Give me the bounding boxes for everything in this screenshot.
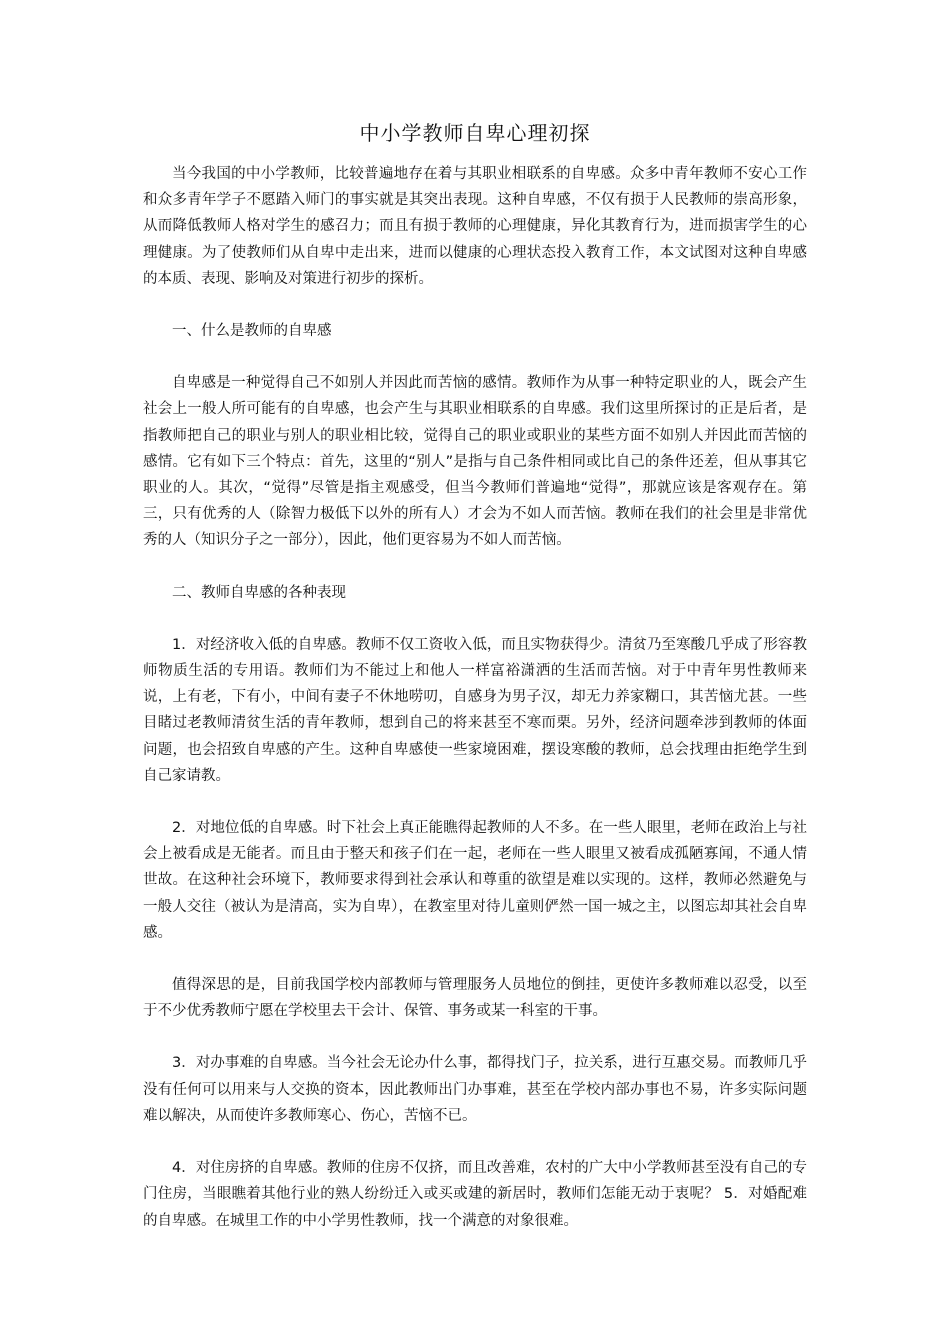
document-body <box>143 118 807 1234</box>
paragraph-status: 2．对地位低的自卑感。时下社会上真正能瞧得起教师的人不多。在一些人眼里，老师在政治上与社会上被看成是无能者。而且由于整天和孩子们在一起，老师在一些人眼里又被看成孤陋寡闻，不通人情世故。在这种社会环境下，教师要求得到社会承认和尊重的欲望是难以实现的。这样，教师必然避免与一般人交往（被认为是清高，实为自卑），在教室里对待儿童则俨然一国一城之主，以图忘却其社会自卑感。 <box>143 820 807 941</box>
section-heading-1: 一、什么是教师的自卑感 <box>172 323 332 340</box>
page-title: 中小学教师自卑心理初探 <box>359 121 591 145</box>
paragraph-definition: 自卑感是一种觉得自己不如别人并因此而苦恼的感情。教师作为从事一种特定职业的人，既会产生社会上一般人所可能有的自卑感，也会产生与其职业相联系的自卑感。我们这里所探讨的正是后者，是指教师把自己的职业与别人的职业相比较，觉得自己的职业或职业的某些方面不如别人并因此而苦恼的感情。它有如下三个特点：首先，这里的“别人”是指与自己条件相同或比自己的条件还差，但从事其它职业的人。其次，“觉得”尽管是指主观感受，但当今教师们普遍地“觉得”，那就应该是客观存在。第三，只有优秀的人（除智力极低下以外的所有人）才会为不如人而苦恼。教师在我们的社会里是非常优秀的人（知识分子之一部分），因此，他们更容易为不如人而苦恼。 <box>143 375 807 549</box>
paragraph-intro: 当今我国的中小学教师，比较普遍地存在着与其职业相联系的自卑感。众多中青年教师不安心工作和众多青年学子不愿踏入师门的事实就是其突出表现。这种自卑感，不仅有损于人民教师的崇高形象，从而降低教师人格对学生的感召力；而且有损于教师的心理健康，异化其教育行为，进而损害学生的心理健康。为了使教师们从自卑中走出来，进而以健康的心理状态投入教育工作，本文试图对这种自卑感的本质、表现、影响及对策进行初步的探析。 <box>143 166 807 287</box>
paragraph-income: 1．对经济收入低的自卑感。教师不仅工资收入低，而且实物获得少。清贫乃至寒酸几乎成了形容教师物质生活的专用语。教师们为不能过上和他人一样富裕潇洒的生活而苦恼。对于中青年男性教师来说，上有老，下有小，中间有妻子不休地唠叨，自感身为男子汉，却无力养家糊口，其苦恼尤甚。一些目睹过老教师清贫生活的青年教师，想到自己的将来甚至不寒而栗。另外，经济问题牵涉到教师的体面问题，也会招致自卑感的产生。这种自卑感使一些家境困难，摆设寒酸的教师，总会找理由拒绝学生到自己家请教。 <box>143 636 807 784</box>
paragraph-housing: 4．对住房挤的自卑感。教师的住房不仅挤，而且改善难，农村的广大中小学教师甚至没有自己的专门住房，当眼瞧着其他行业的熟人纷纷迁入或买或建的新居时，教师们怎能无动于衷呢？ 5．对婚配难的自卑感。在城里工作的中小学男性教师，找一个满意的对象很难。 <box>143 1160 807 1229</box>
paragraph-reflection: 值得深思的是，目前我国学校内部教师与管理服务人员地位的倒挂，更使许多教师难以忍受，以至于不少优秀教师宁愿在学校里去干会计、保管、事务或某一科室的干事。 <box>143 977 807 1020</box>
paragraph-affairs: 3．对办事难的自卑感。当今社会无论办什么事，都得找门子，拉关系，进行互惠交易。而教师几乎没有任何可以用来与人交换的资本，因此教师出门办事难，甚至在学校内部办事也不易，许多实际问题难以解决，从而使许多教师寒心、伤心，苦恼不已。 <box>143 1055 807 1124</box>
section-heading-2: 二、教师自卑感的各种表现 <box>172 584 346 601</box>
